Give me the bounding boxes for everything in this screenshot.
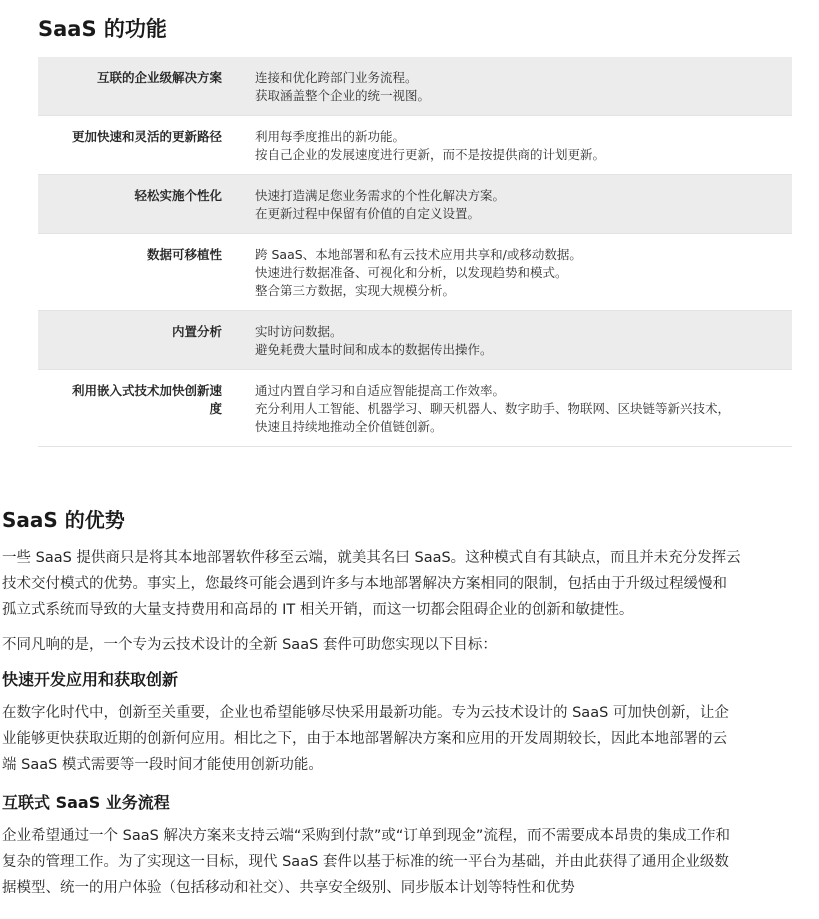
feature-name: [38, 370, 222, 447]
table-row: [38, 57, 792, 116]
feature-description-line: 在更新过程中保留有价值的自定义设置。: [255, 206, 481, 221]
subsection-paragraph: [2, 700, 817, 778]
feature-description: [222, 311, 792, 370]
feature-description: [222, 234, 792, 311]
feature-name: 轻松实施个性化: [134, 188, 222, 203]
feature-name-line: 度: [209, 401, 222, 416]
feature-description-line: 跨 SaaS、本地部署和私有云技术应用共享和/或移动数据。: [255, 247, 582, 262]
advantages-section-title: SaaS 的优势: [2, 508, 125, 532]
paragraph-line: 在数字化时代中，创新至关重要，企业也希望能够尽快采用最新功能。专为云技术设计的 SaaS 可加快创新，让企: [2, 705, 729, 721]
feature-description-line: 快速进行数据准备、可视化和分析，以发现趋势和模式。: [255, 265, 568, 280]
feature-description-line: 利用每季度推出的新功能。: [255, 129, 406, 144]
feature-description: [222, 370, 792, 447]
paragraph-line: 技术交付模式的优势。事实上，您最终可能会遇到许多与本地部署解决方案相同的限制，包括由于升级过程缓慢和: [2, 576, 727, 592]
subsection-title-connected-processes: 互联式 SaaS 业务流程: [2, 793, 170, 812]
feature-description-line: 快速打造满足您业务需求的个性化解决方案。: [255, 188, 506, 203]
feature-name: 内置分析: [171, 324, 222, 339]
subsection-paragraph: [2, 823, 817, 901]
table-row: [38, 116, 792, 175]
paragraph-line: 据模型、统一的用户体验（包括移动和社交）、共享安全级别、同步版本计划等特性和优势: [2, 880, 575, 896]
table-row: [38, 234, 792, 311]
advantages-section: [2, 506, 817, 901]
paragraph-line: 一些 SaaS 提供商只是将其本地部署软件移至云端，就美其名曰 SaaS。这种模式自有其缺点，而且并未充分发挥云: [2, 550, 741, 566]
feature-description-line: 整合第三方数据，实现大规模分析。: [255, 283, 456, 298]
advantages-intro-paragraph: 不同凡响的是，一个专为云技术设计的全新 SaaS 套件可助您实现以下目标：: [2, 637, 497, 653]
feature-description-line: 获取涵盖整个企业的统一视图。: [255, 88, 431, 103]
paragraph-line: 企业希望通过一个 SaaS 解决方案来支持云端“采购到付款”或“订单到现金”流程，而不需要成本昂贵的集成工作和: [2, 828, 730, 844]
paragraph-line: 端 SaaS 模式需要等一段时间才能使用创新功能。: [2, 757, 323, 773]
features-section-title: SaaS 的功能: [38, 17, 167, 41]
feature-description: [222, 175, 792, 234]
paragraph-line: 复杂的管理工作。为了实现这一目标，现代 SaaS 套件以基于标准的统一平台为基础，并由此获得了通用企业级数: [2, 854, 729, 870]
feature-description-line: 快速且持续地推动全价值链创新。: [255, 419, 443, 434]
paragraph-line: 业能够更快获取近期的创新何应用。相比之下，由于本地部署解决方案和应用的开发周期较长，因此本地部署的云: [2, 731, 727, 747]
feature-description-line: 通过内置自学习和自适应智能提高工作效率。: [255, 383, 506, 398]
feature-name: 数据可移植性: [146, 247, 222, 262]
feature-description-line: 充分利用人工智能、机器学习、聊天机器人、数字助手、物联网、区块链等新兴技术，: [255, 401, 731, 416]
paragraph-line: 孤立式系统而导致的大量支持费用和高昂的 IT 相关开销，而这一切都会阻碍企业的创新和敏捷性。: [2, 602, 634, 618]
table-row: [38, 311, 792, 370]
feature-name: 互联的企业级解决方案: [96, 70, 222, 85]
feature-description-line: 按自己企业的发展速度进行更新，而不是按提供商的计划更新。: [255, 147, 606, 162]
subsection-title-rapid-innovation: 快速开发应用和获取创新: [2, 670, 179, 689]
table-row: [38, 370, 792, 447]
feature-description-line: 实时访问数据。: [255, 324, 343, 339]
advantages-paragraph: [2, 545, 817, 623]
feature-name: 更加快速和灵活的更新路径: [71, 129, 222, 144]
features-table: [38, 57, 792, 447]
feature-description-line: 连接和优化跨部门业务流程。: [255, 70, 418, 85]
feature-name-line: 利用嵌入式技术加快创新速: [71, 383, 222, 398]
table-row: [38, 175, 792, 234]
feature-description: [222, 57, 792, 116]
feature-description: [222, 116, 792, 175]
feature-description-line: 避免耗费大量时间和成本的数据传出操作。: [255, 342, 493, 357]
